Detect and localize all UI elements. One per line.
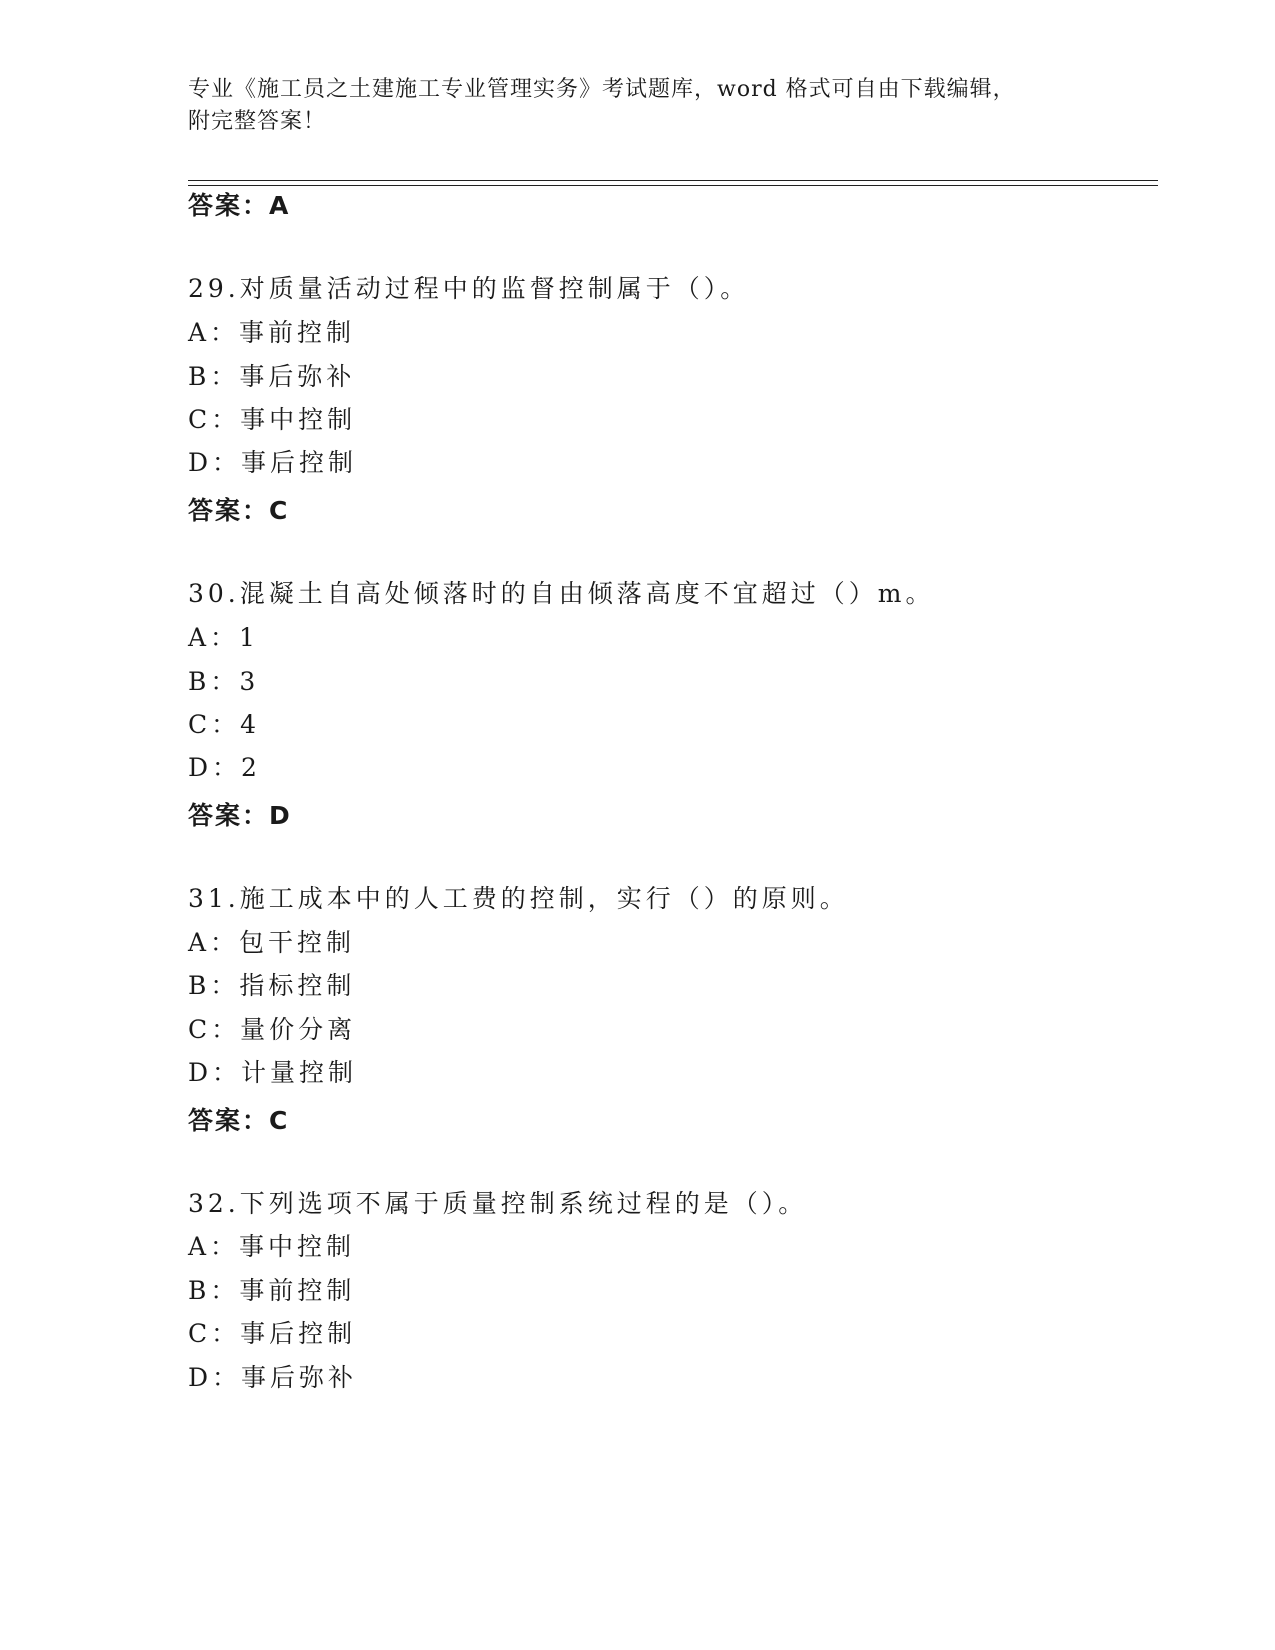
question-31-option-c: C：量价分离 [188,1015,357,1044]
question-30-option-d: D：2 [188,753,261,782]
question-31-option-a: A：包干控制 [188,928,356,957]
header-divider-bottom [188,185,1158,186]
question-31-answer: 答案：C [188,1106,290,1135]
document-header [188,74,1088,138]
question-32-option-d: D：事后弥补 [188,1363,358,1392]
question-32-option-c: C：事后控制 [188,1319,357,1348]
question-30-option-c: C：4 [188,710,261,739]
question-30-option-a: A：1 [188,623,259,652]
question-29-option-c: C：事中控制 [188,405,357,434]
question-29-answer: 答案：C [188,496,290,525]
question-29-option-a: A：事前控制 [188,318,356,347]
previous-answer: 答案：A [188,191,291,220]
question-31-stem: 31.施工成本中的人工费的控制，实行（）的原则。 [188,884,849,913]
question-32-option-a: A：事中控制 [188,1232,356,1261]
question-31-option-b: B：指标控制 [188,971,356,1000]
question-30-option-b: B：3 [188,667,260,696]
header-line-1: 专业《施工员之土建施工专业管理实务》考试题库，word 格式可自由下载编辑， [188,77,1016,102]
question-30-answer: 答案：D [188,801,292,830]
question-30-stem: 30.混凝土自高处倾落时的自由倾落高度不宜超过（）m。 [188,579,935,608]
question-29-option-b: B：事后弥补 [188,362,356,391]
question-32-option-b: B：事前控制 [188,1276,356,1305]
question-31-option-d: D：计量控制 [188,1058,358,1087]
header-divider-top [188,180,1158,181]
question-32-stem: 32.下列选项不属于质量控制系统过程的是（）。 [188,1189,808,1218]
question-29-option-d: D：事后控制 [188,448,358,477]
question-29-stem: 29.对质量活动过程中的监督控制属于（）。 [188,274,750,303]
header-line-2: 附完整答案！ [188,109,327,134]
